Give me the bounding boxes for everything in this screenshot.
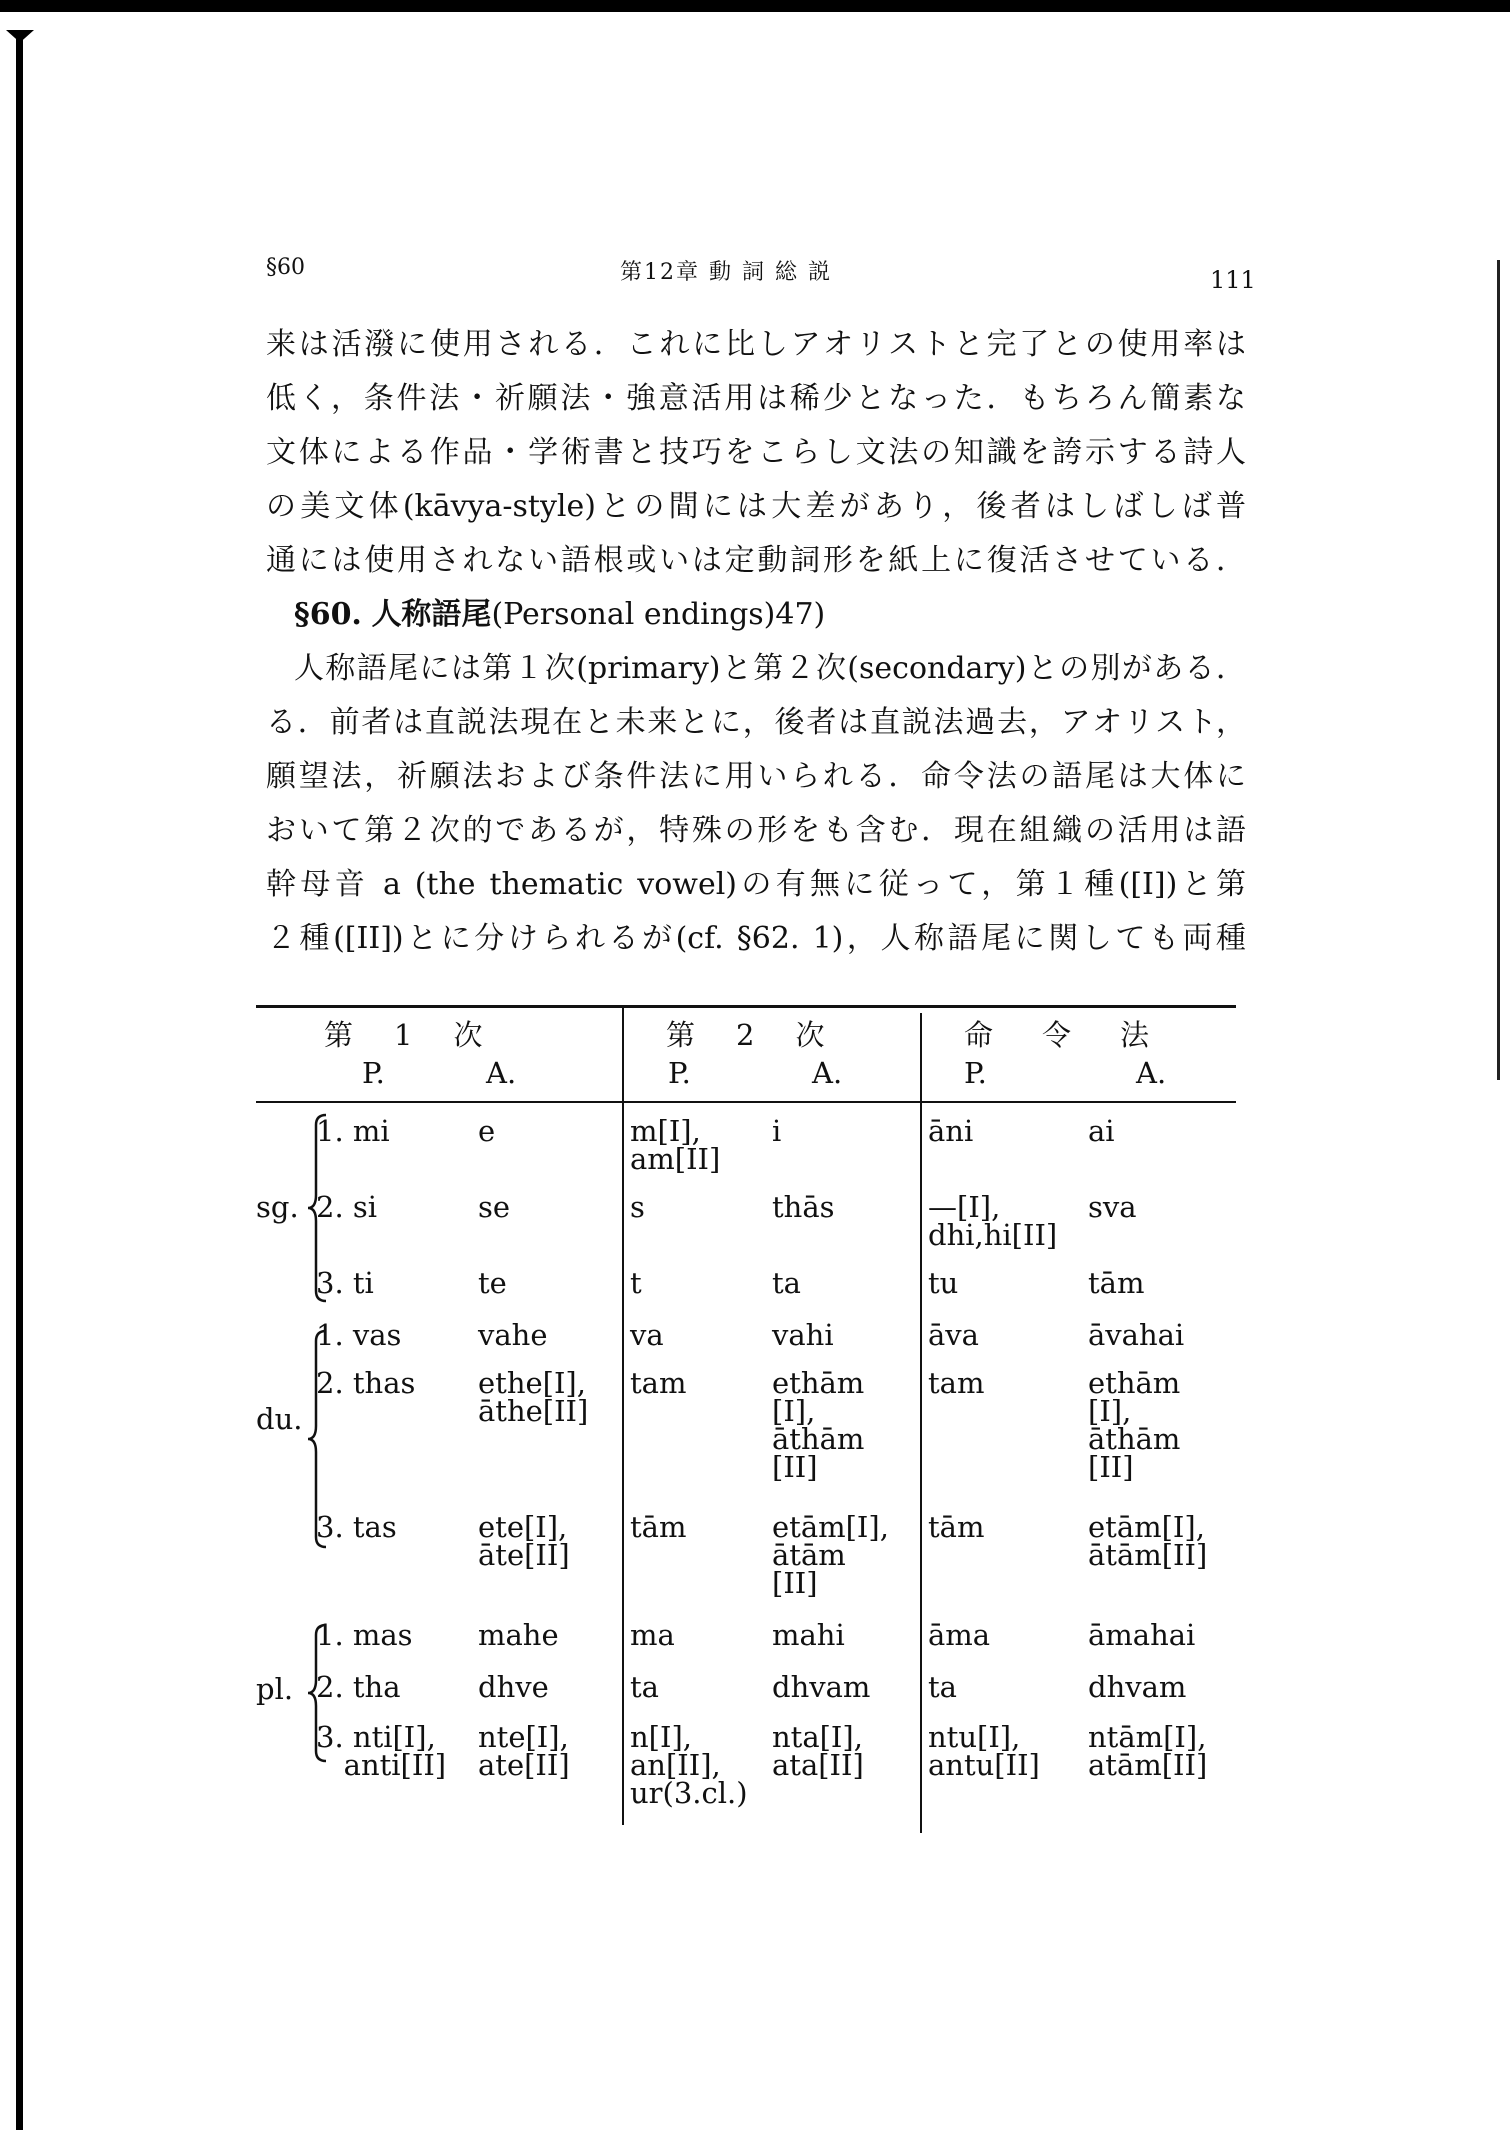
cell-secondary-parasmaipada: ma: [630, 1618, 675, 1652]
cell-person: 3. nti[I], anti[II]: [316, 1720, 447, 1782]
cell-imperative-atmanepada: ai: [1088, 1114, 1115, 1148]
cell-imperative-parasmaipada: āva: [928, 1318, 979, 1352]
cell-imperative-parasmaipada: tām: [928, 1510, 985, 1544]
cell-secondary-atmanepada: ta: [772, 1266, 801, 1300]
cell-person: 2. tha: [316, 1670, 401, 1704]
cell-imperative-parasmaipada: ta: [928, 1670, 957, 1704]
cell-secondary-parasmaipada: tam: [630, 1366, 687, 1400]
cell-imperative-parasmaipada: āma: [928, 1618, 991, 1652]
cell-secondary-atmanepada: thās: [772, 1190, 835, 1224]
column-rule: [622, 1005, 624, 1825]
cell-secondary-parasmaipada: n[I], an[II], ur(3.cl.): [630, 1720, 748, 1810]
body-line: る．前者は直説法現在と未来とに，後者は直説法過去，アオリスト，: [266, 705, 1246, 740]
section-title-english: (Personal endings)47): [491, 597, 826, 632]
number-label-plural: pl.: [256, 1672, 294, 1706]
cell-secondary-parasmaipada: t: [630, 1266, 642, 1300]
header-secondary-a: A.: [812, 1056, 843, 1090]
cell-person: 1. mi: [316, 1114, 390, 1148]
table-top-rule: [256, 1005, 1236, 1008]
page-number: 111: [1210, 266, 1256, 294]
table-header-rule: [256, 1101, 1236, 1103]
page-right-edge: [1497, 260, 1500, 1080]
cell-imperative-atmanepada: āmahai: [1088, 1618, 1196, 1652]
cell-person: 2. si: [316, 1190, 378, 1224]
binding-edge: [16, 30, 23, 2130]
number-label-singular: sg.: [256, 1190, 299, 1224]
header-primary-a: A.: [486, 1056, 517, 1090]
section-title: 人称語尾: [371, 597, 492, 632]
header-primary: 第 1 次: [324, 1018, 489, 1052]
section-heading: [266, 588, 1246, 642]
scan-top-border: [0, 0, 1510, 12]
header-imperative-p: P.: [964, 1056, 987, 1090]
cell-person: 1. mas: [316, 1618, 413, 1652]
cell-secondary-atmanepada: dhvam: [772, 1670, 871, 1704]
cell-imperative-parasmaipada: āni: [928, 1114, 974, 1148]
cell-primary-atmanepada: nte[I], ate[II]: [478, 1720, 570, 1782]
cell-imperative-parasmaipada: tu: [928, 1266, 959, 1300]
body-line: 通には使用されない語根或いは定動詞形を紙上に復活させている．: [266, 543, 1246, 578]
header-secondary-p: P.: [668, 1056, 691, 1090]
body-line: 人称語尾には第１次(primary)と第２次(secondary)との別がある．: [294, 651, 1246, 686]
cell-imperative-atmanepada: ethām [I], āthām [II]: [1088, 1366, 1181, 1484]
cell-secondary-atmanepada: vahi: [772, 1318, 834, 1352]
cell-secondary-parasmaipada: m[I], am[II]: [630, 1114, 721, 1176]
cell-primary-atmanepada: ethe[I], āthe[II]: [478, 1366, 589, 1428]
cell-imperative-atmanepada: tām: [1088, 1266, 1145, 1300]
cell-imperative-parasmaipada: —[I], dhi,hi[II]: [928, 1190, 1058, 1252]
header-imperative-a: A.: [1136, 1056, 1167, 1090]
cell-person: 3. ti: [316, 1266, 374, 1300]
cell-primary-atmanepada: e: [478, 1114, 496, 1148]
cell-secondary-atmanepada: etām[I], ātām [II]: [772, 1510, 889, 1600]
body-line: 来は活潑に使用される．これに比しアオリストと完了との使用率は: [266, 327, 1246, 362]
body-line: ２種([II])とに分けられるが(cf. §62. 1)，人称語尾に関しても両種: [266, 921, 1246, 956]
running-head-section: §60: [266, 255, 305, 280]
cell-secondary-parasmaipada: va: [630, 1318, 664, 1352]
body-line: 願望法，祈願法および条件法に用いられる．命令法の語尾は大体に: [266, 759, 1246, 794]
body-line: 文体による作品・学術書と技巧をこらし文法の知識を誇示する詩人: [266, 435, 1246, 470]
cell-primary-atmanepada: ete[I], āte[II]: [478, 1510, 570, 1572]
cell-primary-atmanepada: te: [478, 1266, 507, 1300]
cell-person: 2. thas: [316, 1366, 416, 1400]
cell-primary-atmanepada: vahe: [478, 1318, 548, 1352]
cell-secondary-parasmaipada: ta: [630, 1670, 659, 1704]
cell-secondary-atmanepada: nta[I], ata[II]: [772, 1720, 864, 1782]
cell-secondary-atmanepada: ethām [I], āthām [II]: [772, 1366, 865, 1484]
number-label-dual: du.: [256, 1402, 303, 1436]
body-line: の美文体(kāvya-style)との間には大差があり，後者はしばしば普: [266, 489, 1246, 524]
column-rule: [920, 1013, 922, 1833]
personal-endings-table: [256, 1005, 1236, 1835]
running-head-chapter: 第12章 動 詞 総 説: [620, 260, 832, 285]
cell-imperative-atmanepada: dhvam: [1088, 1670, 1187, 1704]
body-line: おいて第２次的であるが，特殊の形をも含む．現在組織の活用は語: [266, 813, 1246, 848]
body-line: 幹母音 a (the thematic vowel)の有無に従って，第１種([I])と第: [266, 867, 1246, 902]
body-line: 低く，条件法・祈願法・強意活用は稀少となった．もちろん簡素な: [266, 381, 1246, 416]
cell-imperative-parasmaipada: tam: [928, 1366, 985, 1400]
body-text: [266, 318, 1246, 966]
cell-person: 1. vas: [316, 1318, 402, 1352]
header-primary-p: P.: [362, 1056, 385, 1090]
cell-primary-atmanepada: dhve: [478, 1670, 549, 1704]
cell-secondary-atmanepada: mahi: [772, 1618, 845, 1652]
cell-imperative-atmanepada: āvahai: [1088, 1318, 1185, 1352]
cell-secondary-parasmaipada: s: [630, 1190, 645, 1224]
cell-secondary-parasmaipada: tām: [630, 1510, 687, 1544]
cell-primary-atmanepada: mahe: [478, 1618, 559, 1652]
cell-imperative-atmanepada: etām[I], ātām[II]: [1088, 1510, 1208, 1572]
cell-primary-atmanepada: se: [478, 1190, 511, 1224]
header-secondary: 第 2 次: [666, 1018, 831, 1052]
cell-imperative-atmanepada: ntām[I], atām[II]: [1088, 1720, 1208, 1782]
cell-person: 3. tas: [316, 1510, 397, 1544]
cell-imperative-parasmaipada: ntu[I], antu[II]: [928, 1720, 1040, 1782]
cell-imperative-atmanepada: sva: [1088, 1190, 1137, 1224]
section-number: §60.: [294, 597, 362, 632]
header-imperative: 命 令 法: [964, 1018, 1160, 1052]
cell-secondary-atmanepada: i: [772, 1114, 782, 1148]
